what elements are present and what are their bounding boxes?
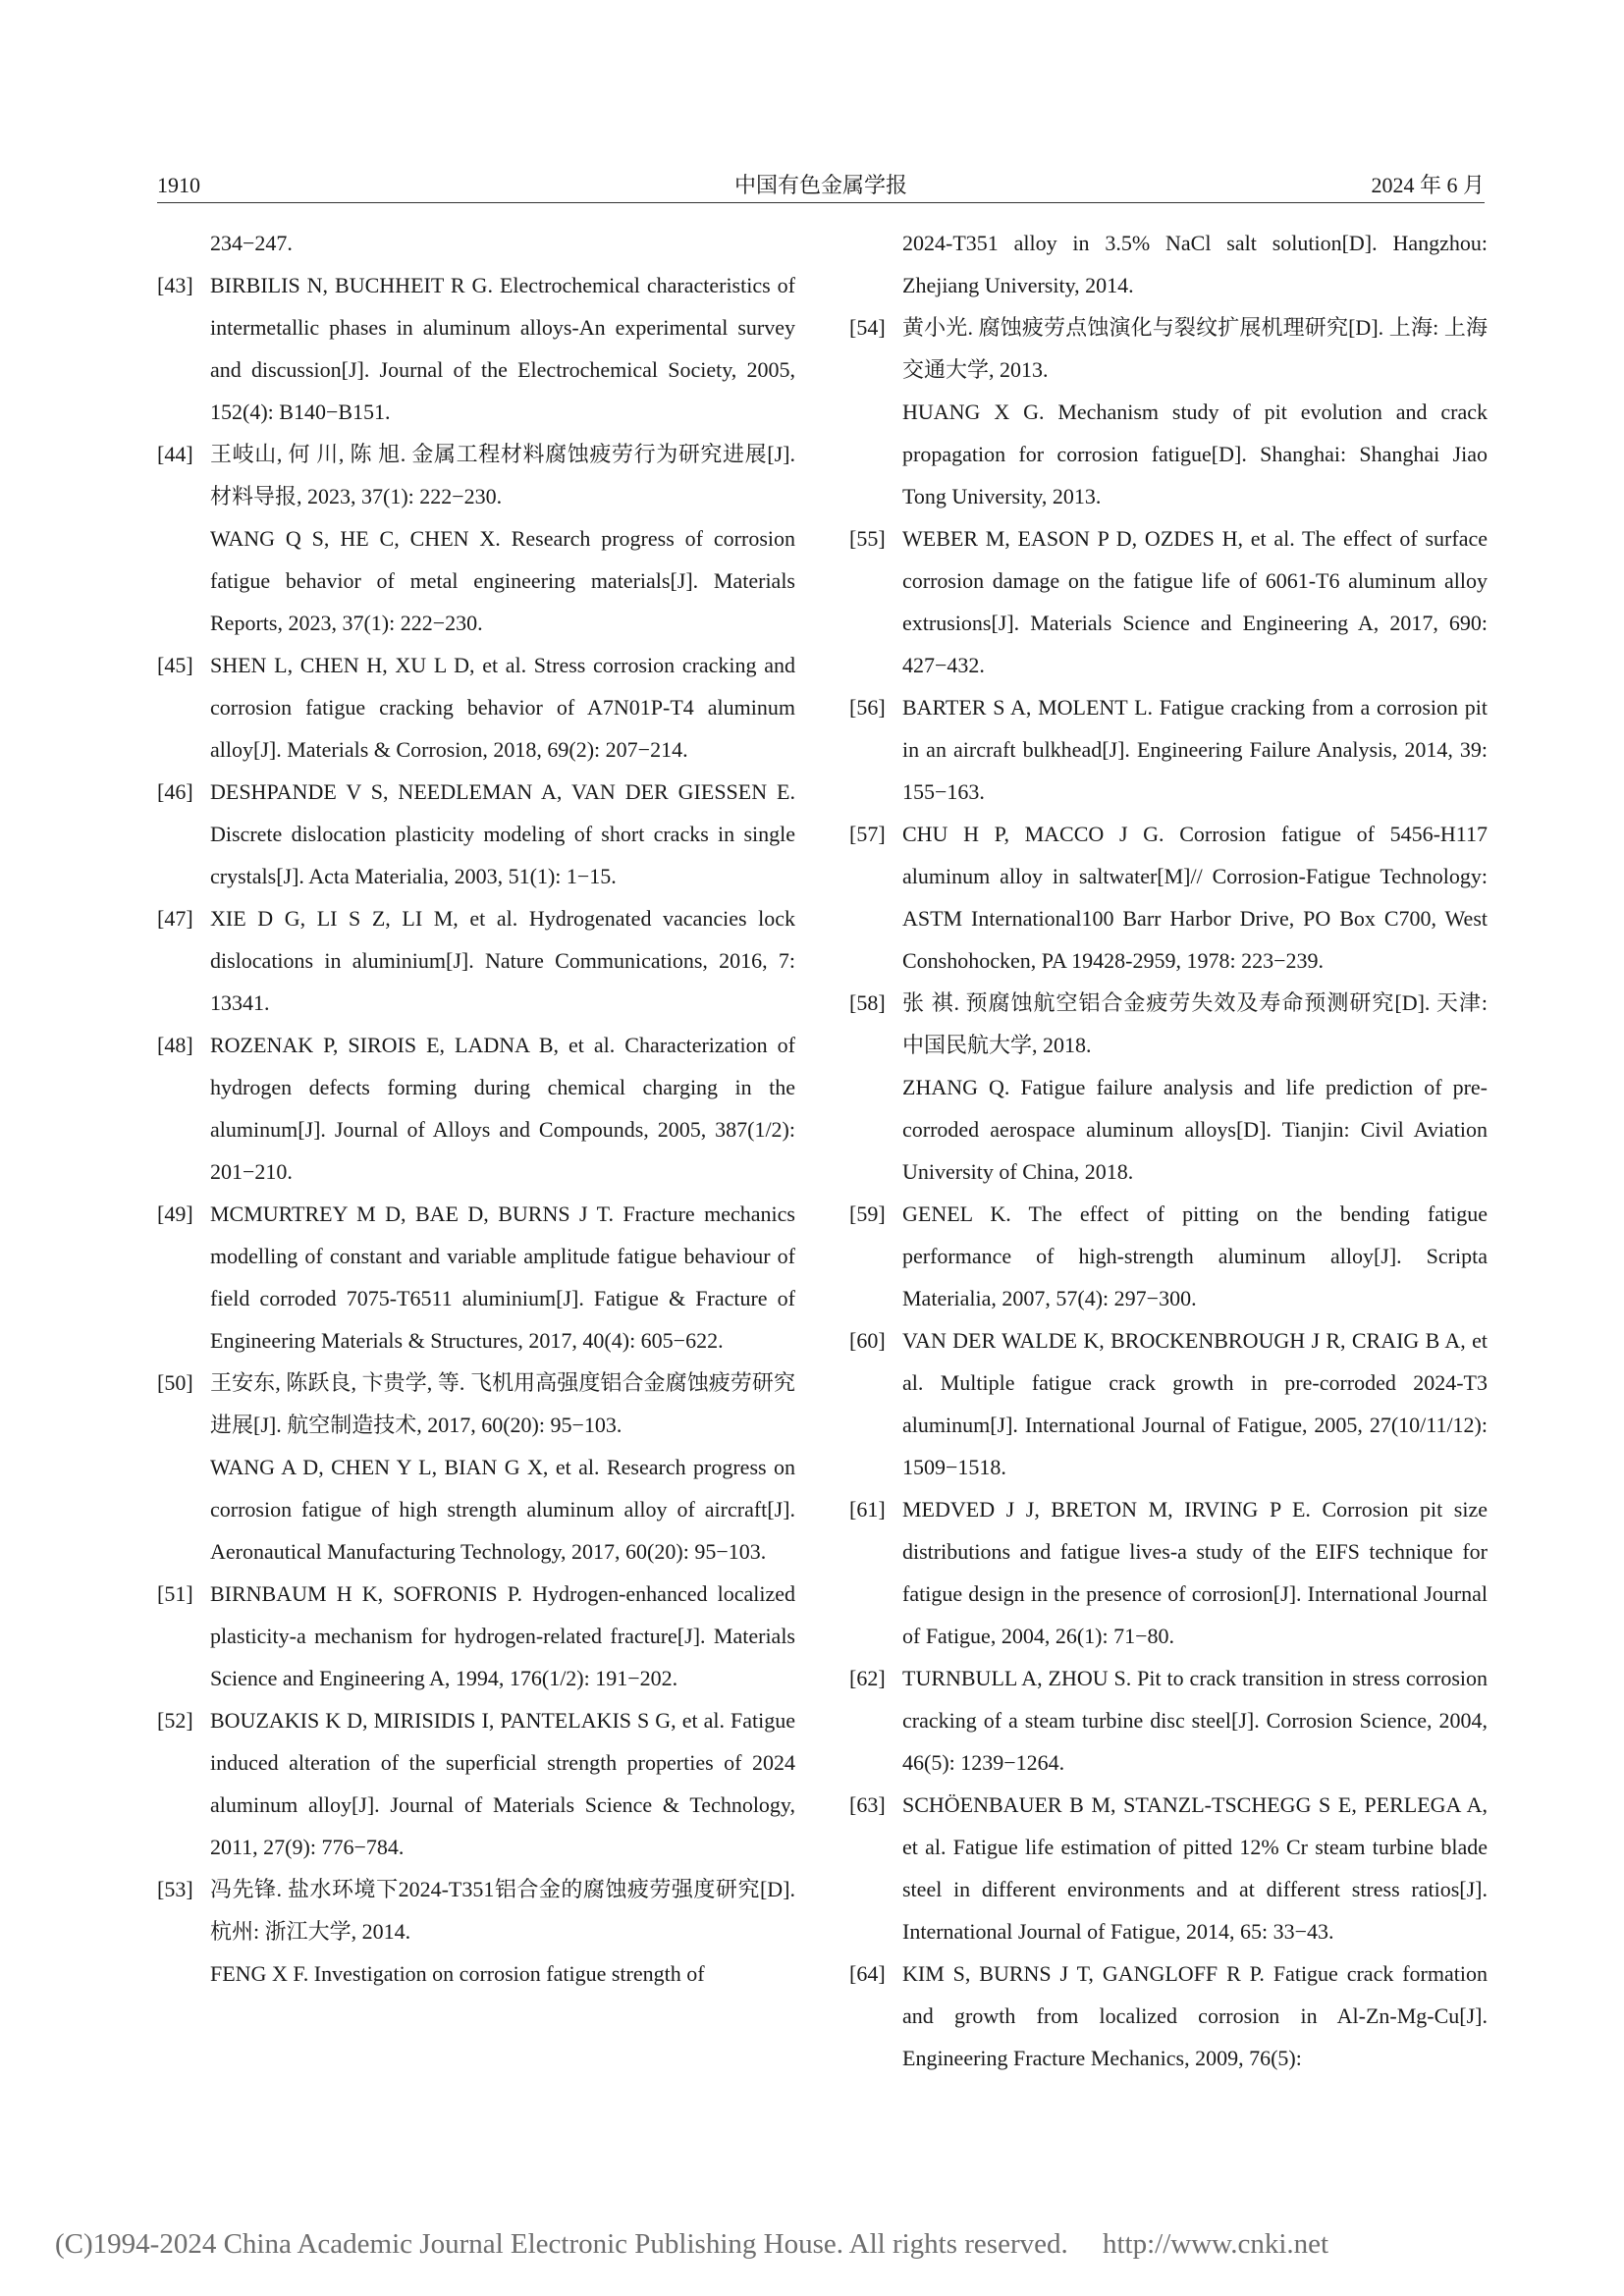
reference-item (157, 1868, 795, 1995)
references-right-column (849, 222, 1488, 2079)
reference-item (157, 897, 795, 1024)
reference-number: [56] (849, 695, 886, 720)
reference-text: SCHÖENBAUER B M, STANZL-TSCHEGG S E, PERLEGA A, et al. Fatigue life estimation of pitted 12% Cr steam turbine blade steel in different environments and at different stress ratios[J]. International Journal of Fatigue, 2014, 65: 33−43. (902, 1792, 1488, 1944)
reference-number: [43] (157, 273, 193, 297)
reference-text: 王岐山, 何 川, 陈 旭. 金属工程材料腐蚀疲劳行为研究进展[J]. 材料导报, 2023, 37(1): 222−230. (210, 442, 795, 508)
reference-text: BARTER S A, MOLENT L. Fatigue cracking from a corrosion pit in an aircraft bulkhead[J]. Engineering Failure Analysis, 2014, 39: 155−163. (902, 695, 1488, 804)
reference-number: [64] (849, 1961, 886, 1986)
reference-text: CHU H P, MACCO J G. Corrosion fatigue of 5456-H117 aluminum alloy in saltwater[M]// Corrosion-Fatigue Technology: ASTM International100 Barr Harbor Drive, PO Box C700, West Conshohocken, PA 19428-2959, 1978: 223−239. (902, 822, 1488, 973)
reference-text-translation: WANG A D, CHEN Y L, BIAN G X, et al. Research progress on corrosion fatigue of high strength aluminum alloy of aircraft[J]. Aeronautical Manufacturing Technology, 2017, 60(20): 95−103. (210, 1455, 795, 1564)
reference-number: [60] (849, 1328, 886, 1353)
reference-number: [54] (849, 315, 886, 340)
reference-item (849, 813, 1488, 982)
reference-text: ROZENAK P, SIROIS E, LADNA B, et al. Characterization of hydrogen defects forming during chemical charging in the aluminum[J]. Journal of Alloys and Compounds, 2005, 387(1/2): 201−210. (210, 1033, 795, 1184)
reference-text: 黄小光. 腐蚀疲劳点蚀演化与裂纹扩展机理研究[D]. 上海: 上海交通大学, 2013. (902, 315, 1488, 382)
reference-number: [50] (157, 1370, 193, 1395)
reference-item (157, 264, 795, 433)
reference-number: [61] (849, 1497, 886, 1522)
reference-text: MCMURTREY M D, BAE D, BURNS J T. Fracture mechanics modelling of constant and variable amplitude fatigue behaviour of field corroded 7075-T6511 aluminium[J]. Fatigue & Fracture of Engineering Materials & Structures, 2017, 40(4): 605−622. (210, 1201, 795, 1353)
journal-title: 中国有色金属学报 (733, 173, 907, 197)
reference-item (849, 517, 1488, 686)
reference-text: 2024-T351 alloy in 3.5% NaCl salt solution[D]. Hangzhou: Zhejiang University, 2014. (902, 231, 1488, 297)
reference-item (849, 1319, 1488, 1488)
reference-text-translation: WANG Q S, HE C, CHEN X. Research progress of corrosion fatigue behavior of metal engineering materials[J]. Materials Reports, 2023, 37(1): 222−230. (210, 526, 795, 635)
issue-date: 2024 年 6 月 (1371, 173, 1485, 197)
reference-item (849, 1657, 1488, 1784)
reference-item (849, 1784, 1488, 1952)
reference-number: [52] (157, 1708, 193, 1733)
reference-item (157, 1024, 795, 1193)
running-header (157, 173, 1485, 203)
reference-text: DESHPANDE V S, NEEDLEMAN A, VAN DER GIESSEN E. Discrete dislocation plasticity modeling of short cracks in single crystals[J]. Acta Materialia, 2003, 51(1): 1−15. (210, 779, 795, 888)
reference-text: GENEL K. The effect of pitting on the bending fatigue performance of high-strength aluminum alloy[J]. Scripta Materialia, 2007, 57(4): 297−300. (902, 1201, 1488, 1310)
reference-number: [62] (849, 1666, 886, 1690)
copyright-footer (55, 2228, 1328, 2261)
reference-item (849, 222, 1488, 306)
reference-number: [48] (157, 1033, 193, 1057)
reference-number: [59] (849, 1201, 886, 1226)
reference-text: VAN DER WALDE K, BROCKENBROUGH J R, CRAIG B A, et al. Multiple fatigue crack growth in pre-corroded 2024-T3 aluminum[J]. International Journal of Fatigue, 2005, 27(10/11/12): 1509−1518. (902, 1328, 1488, 1479)
reference-item (849, 1952, 1488, 2079)
reference-number: [47] (157, 906, 193, 931)
reference-item (157, 222, 795, 264)
reference-item (849, 982, 1488, 1193)
reference-text: BIRNBAUM H K, SOFRONIS P. Hydrogen-enhanced localized plasticity-a mechanism for hydrogen-related fracture[J]. Materials Science and Engineering A, 1994, 176(1/2): 191−202. (210, 1581, 795, 1690)
reference-text: WEBER M, EASON P D, OZDES H, et al. The effect of surface corrosion damage on the fatigue life of 6061-T6 aluminum alloy extrusions[J]. Materials Science and Engineering A, 2017, 690: 427−432. (902, 526, 1488, 677)
reference-text: 234−247. (210, 231, 293, 255)
reference-item (157, 1699, 795, 1868)
reference-number: [45] (157, 653, 193, 677)
reference-number: [63] (849, 1792, 886, 1817)
reference-item (157, 1362, 795, 1573)
reference-number: [44] (157, 442, 193, 466)
reference-text: XIE D G, LI S Z, LI M, et al. Hydrogenated vacancies lock dislocations in aluminium[J]. Nature Communications, 2016, 7: 13341. (210, 906, 795, 1015)
reference-text: 王安东, 陈跃良, 卞贵学, 等. 飞机用高强度铝合金腐蚀疲劳研究进展[J]. 航空制造技术, 2017, 60(20): 95−103. (210, 1370, 795, 1437)
reference-number: [51] (157, 1581, 193, 1606)
reference-text: BOUZAKIS K D, MIRISIDIS I, PANTELAKIS S G, et al. Fatigue induced alteration of the superficial strength properties of 2024 aluminum alloy[J]. Journal of Materials Science & Technology, 2011, 27(9): 776−784. (210, 1708, 795, 1859)
reference-number: [49] (157, 1201, 193, 1226)
reference-text: 张 祺. 预腐蚀航空铝合金疲劳失效及寿命预测研究[D]. 天津: 中国民航大学, 2018. (902, 990, 1488, 1057)
references-left-column (157, 222, 795, 1995)
copyright-text: (C)1994-2024 China Academic Journal Electronic Publishing House. All rights reserved. (55, 2228, 1068, 2260)
reference-number: [57] (849, 822, 886, 846)
reference-item (157, 644, 795, 771)
publisher-url: http://www.cnki.net (1102, 2228, 1329, 2260)
reference-number: [55] (849, 526, 886, 551)
reference-number: [58] (849, 990, 886, 1015)
reference-item (157, 1573, 795, 1699)
reference-text-translation: HUANG X G. Mechanism study of pit evolution and crack propagation for corrosion fatigue[D]. Shanghai: Shanghai Jiao Tong University, 2013. (902, 400, 1488, 508)
reference-number: [46] (157, 779, 193, 804)
reference-item (157, 771, 795, 897)
page-number: 1910 (157, 173, 200, 197)
reference-text: KIM S, BURNS J T, GANGLOFF R P. Fatigue crack formation and growth from localized corrosion in Al-Zn-Mg-Cu[J]. Engineering Fracture Mechanics, 2009, 76(5): (902, 1961, 1488, 2070)
reference-text: SHEN L, CHEN H, XU L D, et al. Stress corrosion cracking and corrosion fatigue cracking behavior of A7N01P-T4 aluminum alloy[J]. Materials & Corrosion, 2018, 69(2): 207−214. (210, 653, 795, 762)
reference-item (157, 433, 795, 644)
reference-text: BIRBILIS N, BUCHHEIT R G. Electrochemical characteristics of intermetallic phases in aluminum alloys-An experimental survey and discussion[J]. Journal of the Electrochemical Society, 2005, 152(4): B140−B151. (210, 273, 795, 424)
reference-text: TURNBULL A, ZHOU S. Pit to crack transition in stress corrosion cracking of a steam turbine disc steel[J]. Corrosion Science, 2004, 46(5): 1239−1264. (902, 1666, 1488, 1775)
reference-text: MEDVED J J, BRETON M, IRVING P E. Corrosion pit size distributions and fatigue lives-a study of the EIFS technique for fatigue design in the presence of corrosion[J]. International Journal of Fatigue, 2004, 26(1): 71−80. (902, 1497, 1488, 1648)
reference-text: 冯先锋. 盐水环境下2024-T351铝合金的腐蚀疲劳强度研究[D]. 杭州: 浙江大学, 2014. (210, 1877, 795, 1944)
reference-number: [53] (157, 1877, 193, 1901)
reference-text-translation: FENG X F. Investigation on corrosion fatigue strength of (210, 1961, 705, 1986)
reference-item (849, 1193, 1488, 1319)
reference-item (157, 1193, 795, 1362)
reference-text-translation: ZHANG Q. Fatigue failure analysis and life prediction of pre-corroded aerospace aluminum alloys[D]. Tianjin: Civil Aviation University of China, 2018. (902, 1075, 1488, 1184)
reference-item (849, 1488, 1488, 1657)
reference-item (849, 686, 1488, 813)
reference-item (849, 306, 1488, 517)
